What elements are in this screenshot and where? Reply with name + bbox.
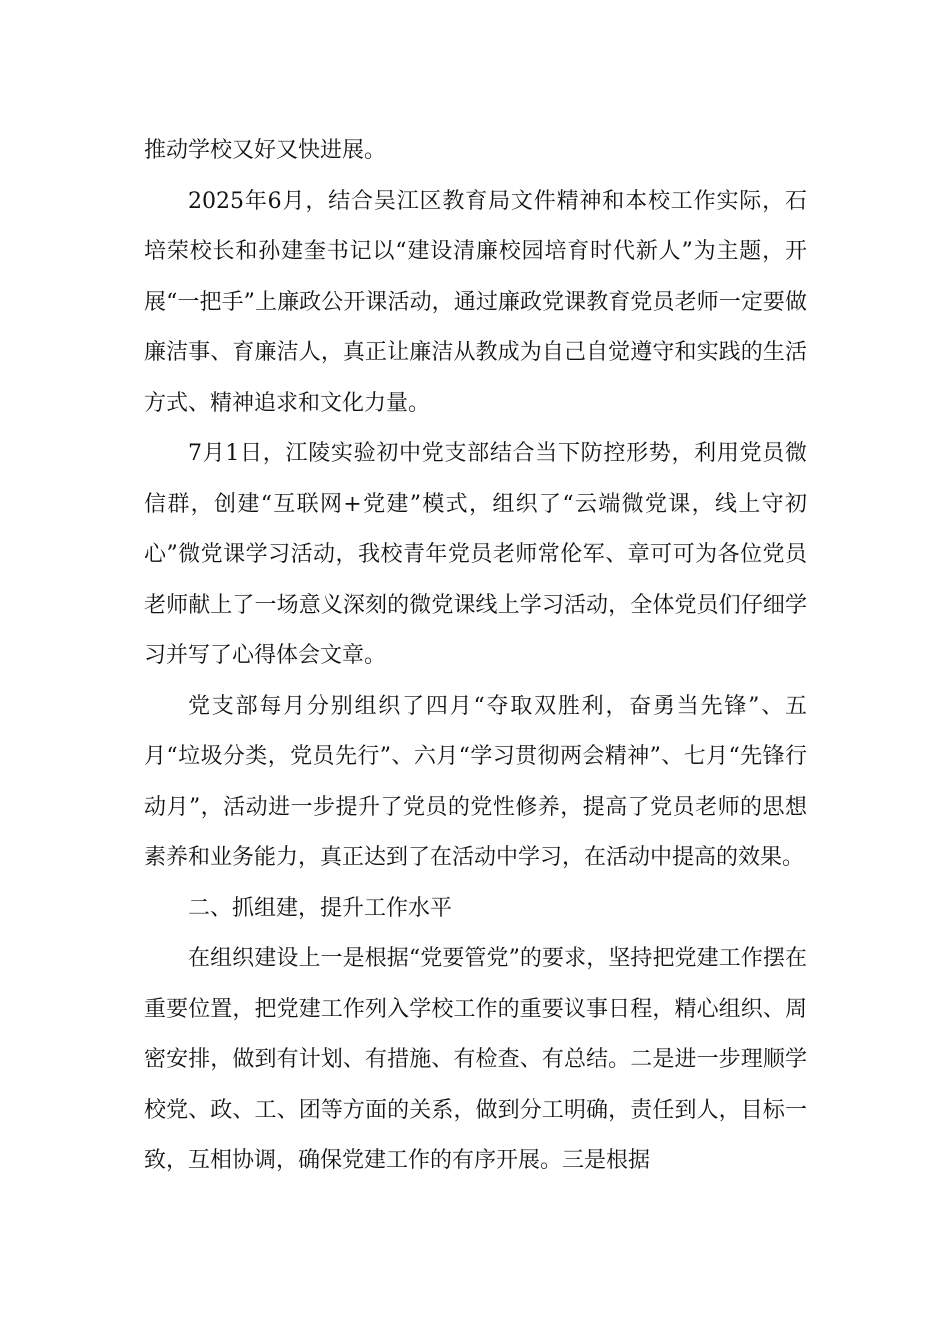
section-heading: 二、抓组建，提升工作水平 bbox=[188, 895, 453, 921]
paragraph-continuation: 推动学校又好又快进展。 bbox=[144, 138, 387, 163]
paragraph-june-lecture: 2025年6月，结合吴江区教育局文件精神和本校工作实际，石培荣校长和孙建奎书记以“建设清廉校园培育时代新人”为主题，开展“一把手”上廉政公开课活动，通过廉政党课教育党员老师一定要做廉洁事、育廉洁人，真正让廉洁从教成为自己自觉遵守和实践的生活方式、精神追求和文化力量。 bbox=[144, 188, 807, 416]
paragraph-monthly-activities: 党支部每月分别组织了四月“夺取双胜利，奋勇当先锋”、五月“垃圾分类，党员先行”、六月“学习贯彻两会精神”、七月“先锋行动月”，活动进一步提升了党员的党性修养，提高了党员老师的思想素养和业务能力，真正达到了在活动中学习，在活动中提高的效果。 bbox=[144, 693, 807, 870]
paragraph-july-micro-lesson: 7月1日，江陵实验初中党支部结合当下防控形势，利用党员微信群，创建“互联网+党建”模式，组织了“云端微党课，线上守初心”微党课学习活动，我校青年党员老师常伦军、章可可为各位党员老师献上了一场意义深刻的微党课线上学习活动，全体党员们仔细学习并写了心得体会文章。 bbox=[144, 441, 807, 668]
paragraph-organization-building: 在组织建设上一是根据“党要管党”的要求，坚持把党建工作摆在重要位置，把党建工作列入学校工作的重要议事日程，精心组织、周密安排，做到有计划、有措施、有检查、有总结。二是进一步理顺学校党、政、工、团等方面的关系，做到分工明确，责任到人，目标一致，互相协调，确保党建工作的有序开展。三是根据 bbox=[144, 946, 807, 1173]
document-body bbox=[144, 126, 807, 1187]
